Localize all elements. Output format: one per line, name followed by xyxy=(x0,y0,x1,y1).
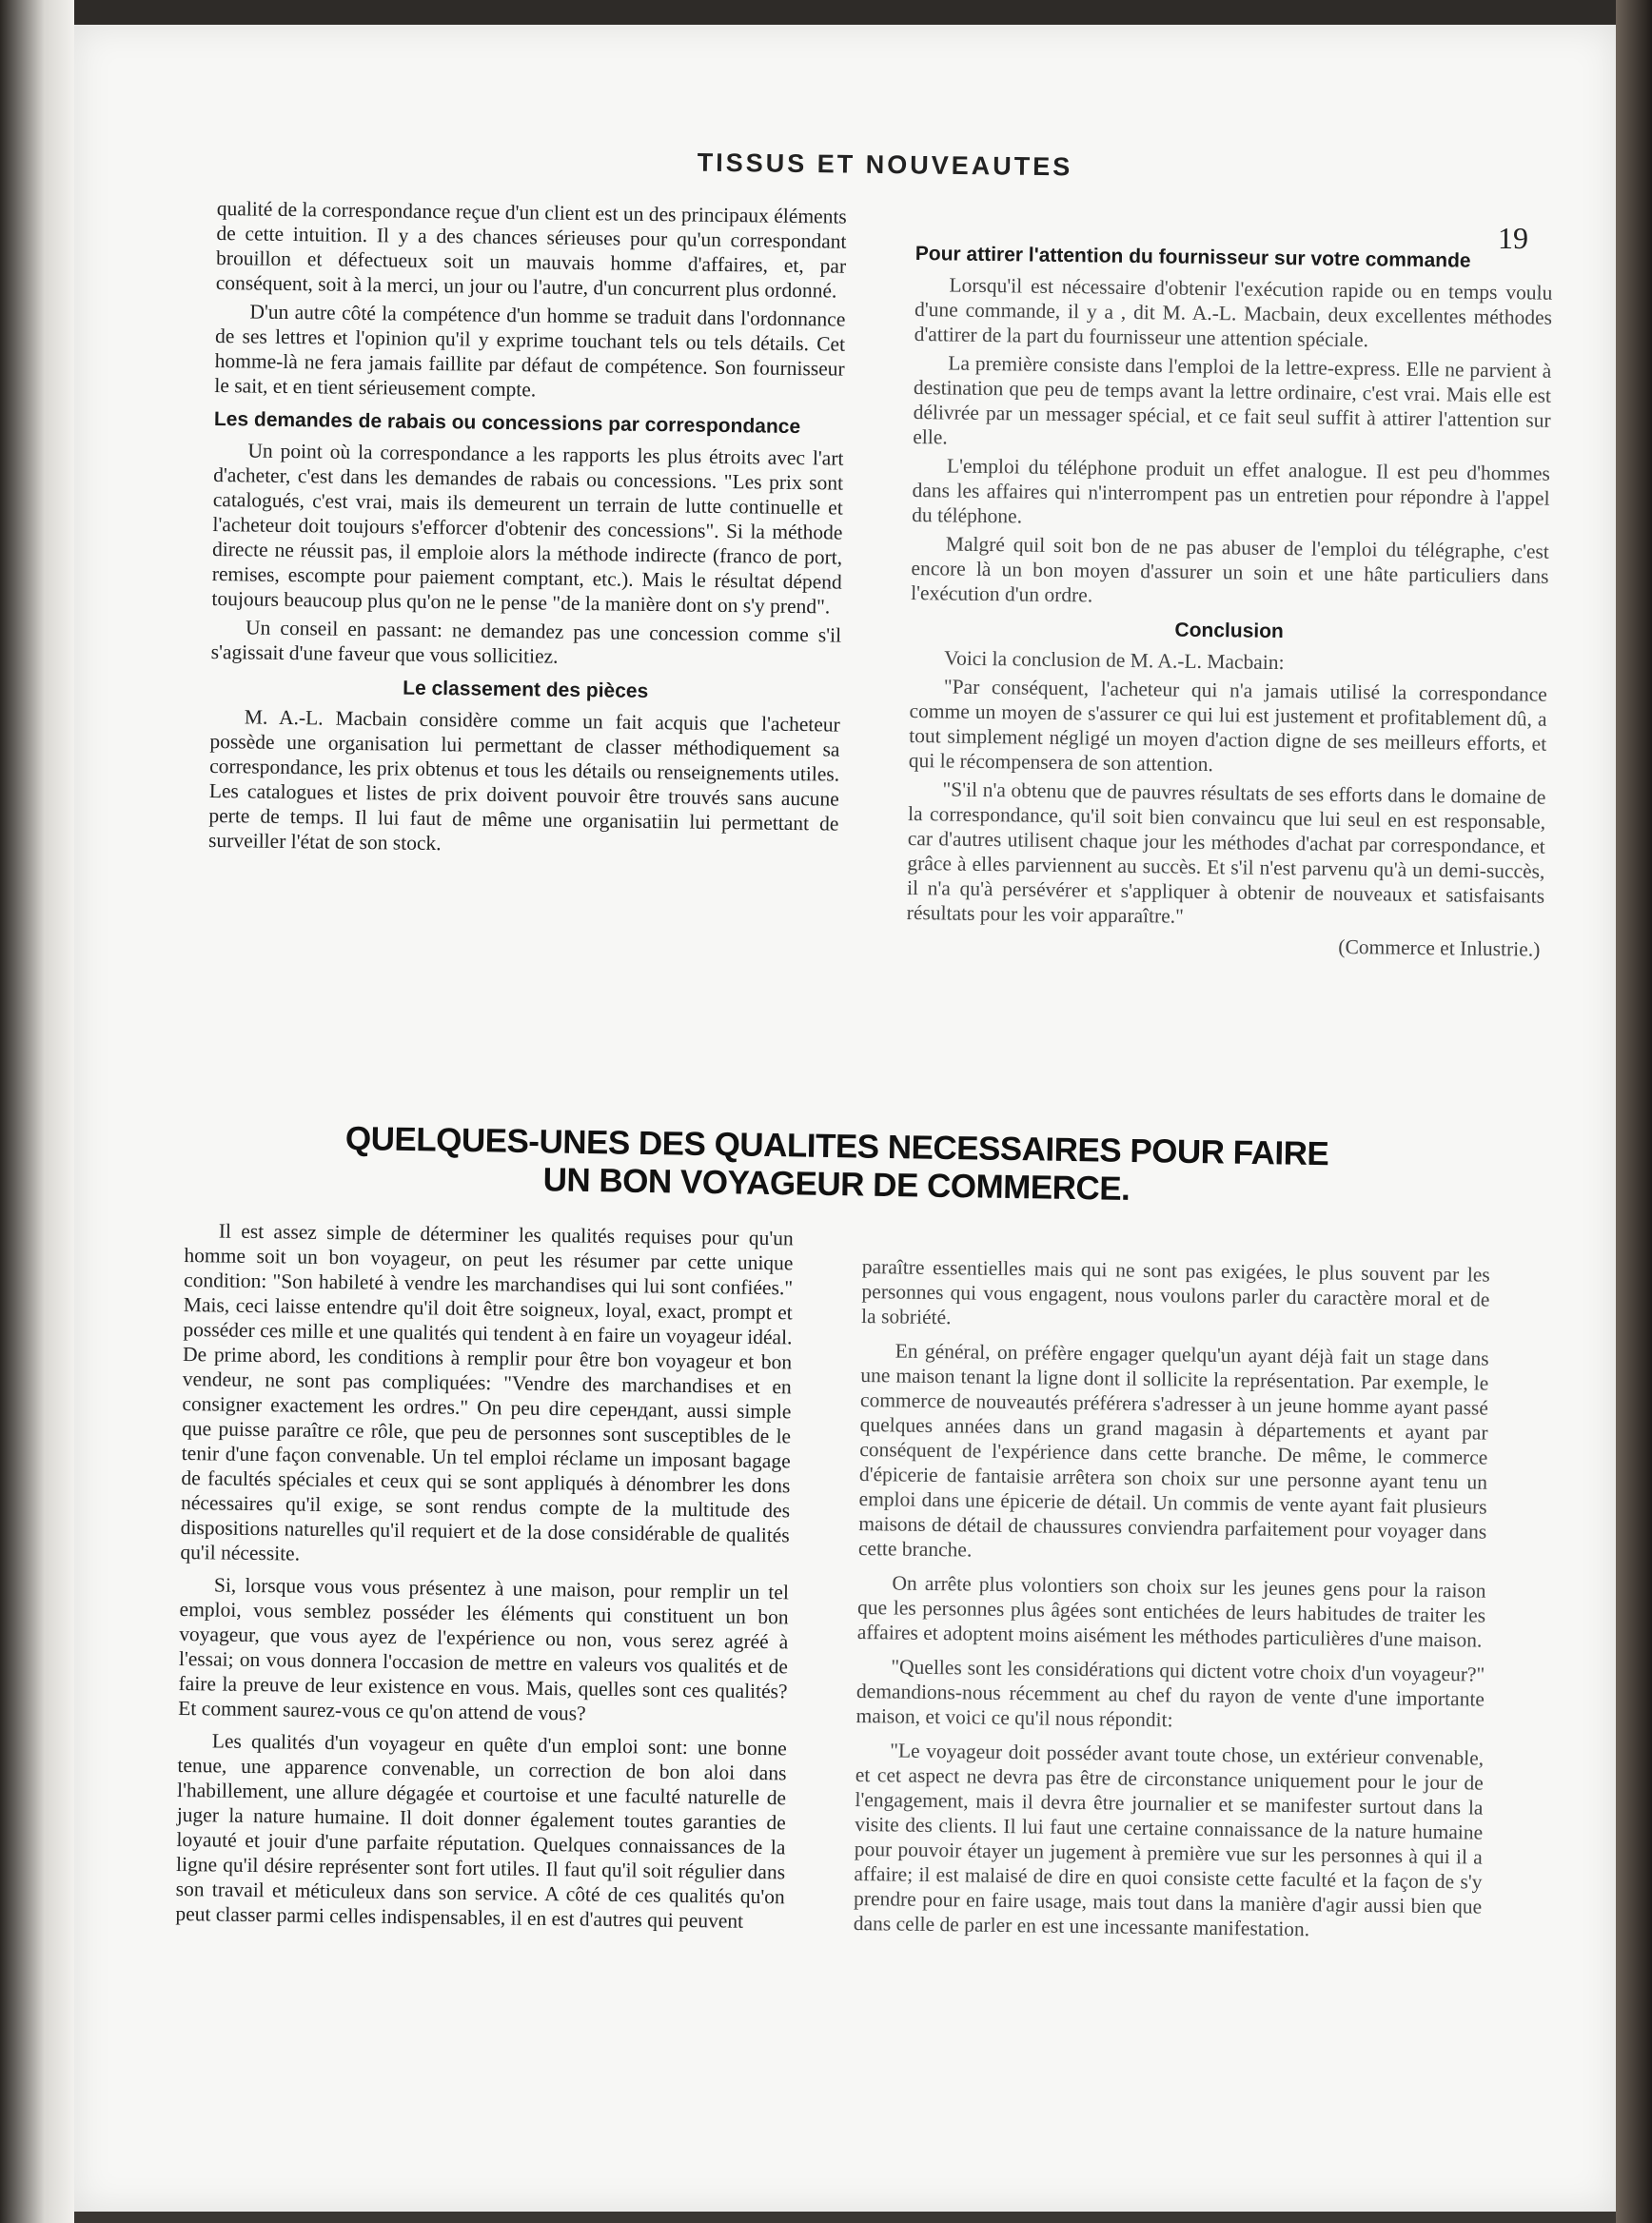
page-number: 19 xyxy=(1498,221,1528,255)
section-heading: Les demandes de rabais ou concessions par correspondance xyxy=(213,407,801,439)
paragraph: Malgré quil soit bon de ne pas abuser de l'emploi du télégraphe, c'est encore là un bon moyen d'assurer un soin et une hâte particuliers dans l'exécution d'un ordre. xyxy=(911,532,1549,607)
headline-line-2: UN BON VOYAGEUR DE COMMERCE. xyxy=(542,1161,1131,1208)
section-heading: Conclusion xyxy=(1174,619,1284,643)
scan-top-edge xyxy=(0,0,1652,25)
paragraph: Si, lorsque vous vous présentez à une maison, pour remplir un tel emploi, vous semblez posséder les éléments qui constituent un bon voyageur, que vous ayez de l'expérience ou non, vous serez agréé à l'essai; on vous donnera l'occasion de mettre en valeurs vos qualités et de faire la preuve de leur existence en vous. Mais, quelles sont ces qualités? Et comment saurez-vous ce qu'on attend de vous? xyxy=(178,1573,790,1725)
paragraph: "Par conséquent, l'acheteur qui n'a jamais utilisé la correspondance comme un moyen de s'assurer ce qui lui est justement et profitablement dû, a tout simplement négligé un moyen d'action digne de ses meilleurs efforts, et qui le récompensera de son attention. xyxy=(908,675,1547,777)
article-column-3 xyxy=(175,1218,794,1941)
book-binding-left xyxy=(0,0,74,2223)
paragraph: "S'il n'a obtenu que de pauvres résultats de ses efforts dans le domaine de la correspondance, qu'il soit bien convaincu que lui seul en est responsable, car d'autres utilisent chaque jour les méthodes d'achat par correspondance, et grâce à elles parviennent au succès. Et s'il n'est parvenu qu'à un demi-succès, il n'a qu'à persévérer et s'appliquer à obtenir de nouveaux et satisfaisants résultats pour les voir apparaître." xyxy=(906,777,1546,928)
headline-line-1: QUELQUES-UNES DES QUALITES NECESSAIRES POUR FAIRE xyxy=(344,1119,1329,1173)
section-heading: Le classement des pièces xyxy=(403,677,649,702)
paragraph: Un point où la correspondance a les rapports les plus étroits avec l'art d'acheter, c'est dans les demandes de rabais ou concessions. "Les prix sont catalogués, c'est vrai, mais ils demeurent un terrain de lutte continuelle et l'acheteur doit toujours s'efforcer d'obtenir des concessions". Si la méthode directe ne réussit pas, il emploie alors la méthode indirecte (franco de port, remises, escompte pour paiement comptant, etc.). Mais le résultat dépend toujours beaucoup plus qu'on ne le pense "de la manière dont on s'y prend". xyxy=(211,439,844,619)
article-column-1 xyxy=(208,196,847,865)
book-binding-right xyxy=(1616,0,1652,2223)
paragraph: Un conseil en passant: ne demandez pas une concession comme s'il s'agissait d'une faveur que vous sollicitiez. xyxy=(210,616,842,668)
section-heading: Pour attirer l'attention du fournisseur sur votre commande xyxy=(914,242,1471,272)
paragraph: Lorsqu'il est nécessaire d'obtenir l'exécution rapide ou en temps voulu d'une commande, il y a , dit M. A.-L. Macbain, deux excellentes méthodes d'attirer de la part du fournisseur une attention spéciale. xyxy=(914,273,1553,352)
paragraph: L'emploi du téléphone produit un effet analogue. Il est peu d'hommes dans les affaires qui n'interrompent pas un entretien pour répondre à l'appel du téléphone. xyxy=(912,454,1551,528)
paragraph: qualité de la correspondance reçue d'un client est un des principaux éléments de cette intuition. Il y a des chances sérieuses pour qu'un correspondant brouillon et défectueux soit un mauvais homme d'affaires, et, par conséquent, soit à la merci, un jour ou l'autre, d'un concurrent plus ordonné. xyxy=(215,196,847,303)
paragraph: "Quelles sont les considérations qui dictent votre choix d'un voyageur?" demandions-nous récemment au chef du rayon de vente d'une importante maison, et voici ce qu'il nous répondit: xyxy=(856,1655,1485,1732)
article-column-4 xyxy=(853,1254,1489,1954)
paragraph: Voici la conclusion de M. A.-L. Macbain: xyxy=(944,646,1285,675)
paragraph: La première consiste dans l'emploi de la lettre-express. Elle ne parvient à destination que peu de temps avant la lettre ordinaire, c'est vrai. Mais elle est délivrée par un messager spécial, et ce fait seul suffit à attirer l'attention sur elle. xyxy=(913,351,1552,449)
paragraph: "Le voyageur doit posséder avant toute chose, un extérieur convenable, et cet aspect ne devra pas être de circonstance uniquement pour le jour de l'engagement, mais il devra être journalier et se manifester surtout dans la visite des clients. Il lui faut une certaine connaissance de la nature humaine pour pouvoir étayer un jugement à première vue sur les personnes à qui il a affaire; il est malaisé de dire en quoi consiste cette faculté et la façon de s'y prendre pour en faire usage, mais tout dans la manière d'agir aussi bien que dans celle de parler en est une incessante manifestation. xyxy=(853,1739,1485,1941)
paragraph: paraître essentielles mais qui ne sont pas exigées, le plus souvent par les personnes qui vous engagent, nous voulons parler du caractère moral et de la sobriété. xyxy=(860,1254,1490,1329)
paragraph: Les qualités d'un voyageur en quête d'un emploi sont: une bonne tenue, une apparence convenable, un correction de bon aloi dans l'habillement, une allure dégagée et courtoise et une faculté naturelle de juger la nature humaine. Il doit donner également toutes garanties de loyauté et jouir d'une parfaite réputation. Quelques connaissances de la ligne qu'il désire représenter sont fort utiles. Il faut qu'il soit régulier dans son travail et méticuleux dans son service. A côté de ces qualités qu'on peut classer parmi celles indispensables, il en est d'autres qui peuvent xyxy=(175,1729,787,1933)
paragraph: En général, on préfère engager quelqu'un ayant déjà fait un stage dans une maison tenant la ligne dont il sollicite la représentation. Par exemple, le commerce de nouveautés préférera s'adresser à un jeune homme ayant passé quelques années dans un grand magasin à départements et ayant par conséquent de l'expérience dans cette branche. De même, le commerce d'épicerie de fantaisie arrêtera son choix sur une personne ayant tenu un emploi dans une épicerie de détail. Un commis de vente ayant fait plusieurs maisons de détail de chaussures conviendra parfaitement pour voyager dans cette branche. xyxy=(857,1339,1489,1562)
paragraph: Il est assez simple de déterminer les qualités requises pour qu'un homme soit un bon voyageur, on peut les résumer par cette unique condition: "Son habileté à vendre les marchandises qui lui sont confiées." Mais, ceci laisse entendre qu'il doit être soigneux, loyal, exact, prompt et posséder ces mille et une qualités qui tendent à en faire un voyageur idéal. De prime abord, les conditions à remplir pour être bon voyageur et bon vendeur, ne sont pas compliquées: "Vendre des marchandises et en consigner exactement les ordres." On peu dire cepeндant, aussi simple que puisse paraître ce rôle, que peu de personnes sont susceptibles de le tenir d'une façon convenable. Un tel emploi réclame un imposant bagage de facultés spéciales et ceux qui se sont appliqués à dénombrer les dons nécessaires qu'il exige, se sont rendus compte de la multitude des dispositions naturelles qu'il requiert et de la dose considérable de qualités qu'il nécessite. xyxy=(180,1219,794,1565)
running-title: TISSUS ET NOUVEAUTES xyxy=(697,148,1073,182)
paragraph: On arrête plus volontiers son choix sur les jeunes gens pour la raison que les personnes plus âgées sont entichées de leurs habitudes de traiter les affaires et adoptent moins aisément les méthodes particulières d'une maison. xyxy=(856,1571,1486,1652)
article-column-2 xyxy=(906,242,1553,966)
paragraph: D'un autre côté la compétence d'un homme se traduit dans l'ordonnance de ses lettres et l'opinion qu'il y exprime touchant tels ou tels détails. Cet homme-là ne fera jamais faillite par défaut de compétence. Son fournisseur le sait, et en tient sérieusement compte. xyxy=(214,300,846,402)
source-citation: (Commerce et Inlustrie.) xyxy=(1338,934,1541,961)
paragraph: M. A.-L. Macbain considère comme un fait acquis que l'acheteur possède une organisation lui permettant de classer méthodiquement sa correspondance, les prix obtenus et tous les détails ou renseignements utiles. Les catalogues et listes de prix doivent pouvoir être trouvés sans aucune perte de temps. Il lui faut de même une organisatiin lui permettant de surveiller l'état de son stock. xyxy=(207,705,840,856)
